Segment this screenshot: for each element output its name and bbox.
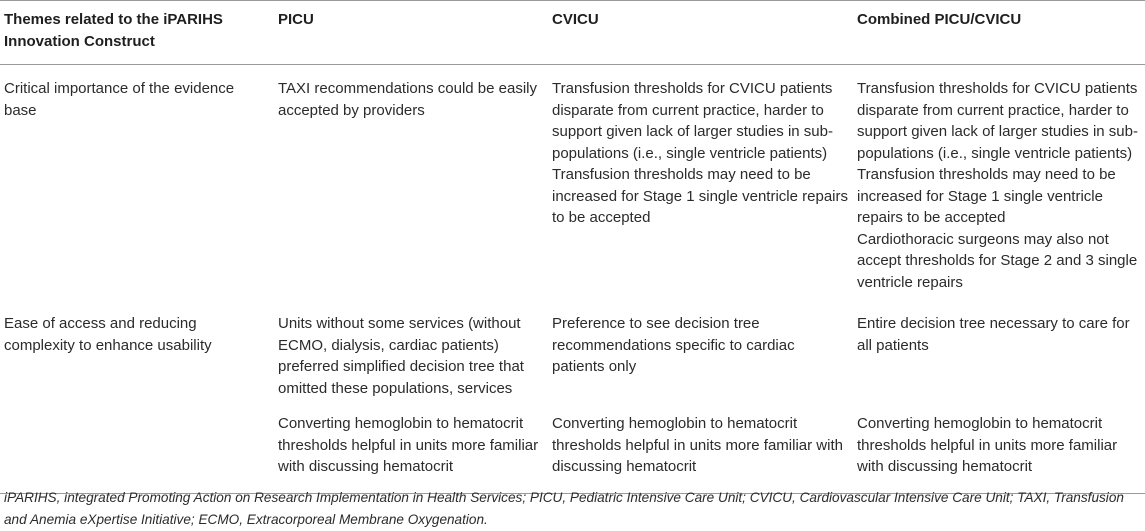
cell-picu: [274, 65, 548, 301]
header-combined: Combined PICU/CVICU: [853, 1, 1145, 65]
cvicu-text: Preference to see decision tree recommendations specific to cardiac patients only: [552, 315, 795, 375]
picu-text: Units without some services (without ECMO, dialysis, cardiac patients) preferred simplified decision tree that omitted these populations, services: [278, 315, 524, 397]
picu-text: Converting hemoglobin to hematocrit thresholds helpful in units more familiar with discussing hematocrit: [278, 415, 539, 475]
header-picu: PICU: [274, 1, 548, 65]
cell-picu: [274, 300, 548, 399]
combined-text: Converting hemoglobin to hematocrit thresholds helpful in units more familiar with discussing hematocrit: [857, 415, 1118, 475]
cvicu-text: Transfusion thresholds may need to be increased for Stage 1 single ventricle repairs to be accepted: [552, 166, 848, 226]
combined-text: Entire decision tree necessary to care for all patients: [857, 315, 1130, 354]
table-body: [0, 65, 1145, 494]
combined-text: Transfusion thresholds may need to be increased for Stage 1 single ventricle repairs to be accepted: [857, 166, 1116, 226]
header-cvicu: CVICU: [548, 1, 853, 65]
cell-theme: [0, 300, 274, 399]
table-row: [0, 399, 1145, 493]
cvicu-text: Converting hemoglobin to hematocrit thresholds helpful in units more familiar with discussing hematocrit: [552, 415, 843, 475]
cell-combined: [853, 399, 1145, 493]
cell-picu: [274, 399, 548, 493]
cell-combined: [853, 65, 1145, 301]
cell-theme: [0, 399, 274, 493]
combined-text: Transfusion thresholds for CVICU patients disparate from current practice, harder to support given lack of larger studies in sub-populations (i.e., single ventricle patients): [857, 80, 1138, 162]
theme-text: Ease of access and reducing complexity to enhance usability: [4, 315, 212, 354]
header-row: [0, 1, 1145, 65]
cvicu-text: Transfusion thresholds for CVICU patients disparate from current practice, harder to support given lack of larger studies in sub-populations (i.e., single ventricle patients): [552, 80, 833, 162]
cell-theme: [0, 65, 274, 301]
cell-cvicu: [548, 399, 853, 493]
table-row: [0, 65, 1145, 301]
header-themes: Themes related to the iPARIHS Innovation Construct: [0, 1, 274, 65]
picu-text: TAXI recommendations could be easily accepted by providers: [278, 80, 538, 119]
combined-text: Cardiothoracic surgeons may also not accept thresholds for Stage 2 and 3 single ventricle repairs: [857, 230, 1138, 291]
table-header: [0, 1, 1145, 65]
cell-combined: [853, 300, 1145, 399]
table-footnote: iPARIHS, integrated Promoting Action on Research Implementation in Health Services; PICU, Pediatric Intensive Care Unit; CVICU, Cardiovascular Intensive Care Unit; TAXI, Transfusion and Anemia eXpertise Initiative; ECMO, Extracorporeal Membrane Oxygenation.: [4, 490, 1124, 527]
cell-cvicu: [548, 300, 853, 399]
cell-cvicu: [548, 65, 853, 301]
theme-text: Critical importance of the evidence base: [4, 80, 235, 119]
table-row: [0, 300, 1145, 399]
